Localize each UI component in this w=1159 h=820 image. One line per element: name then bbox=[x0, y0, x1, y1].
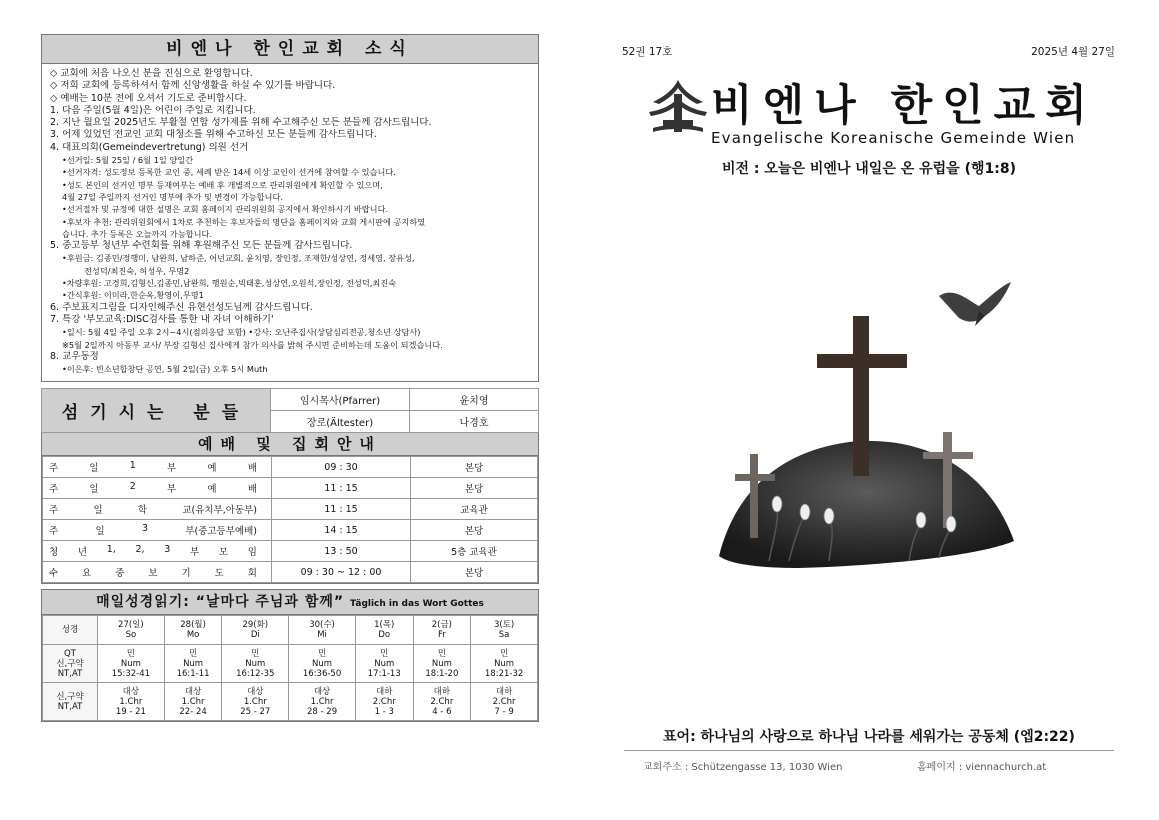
church-title-korean: 비엔나 한인교회 bbox=[711, 81, 1097, 131]
bible-reading-line: 18:1-20 bbox=[425, 668, 459, 679]
news-line: •선거절차 및 규정에 대한 설명은 교회 홈페이지 관리위원회 공지에서 확인하시기 바랍니다. bbox=[62, 204, 389, 215]
bible-day-ko: 28(월) bbox=[180, 620, 206, 631]
bible-reading-line: 17:1-13 bbox=[367, 668, 401, 679]
news-list bbox=[42, 64, 538, 381]
homepage-link[interactable]: viennachurch.at bbox=[965, 762, 1047, 773]
news-line: 5. 중고등부 청년부 수련회를 위해 후원해주신 모든 분들께 감사드립니다. bbox=[50, 240, 353, 252]
news-line: 전성덕/최진숙, 허성우, 무명2 bbox=[84, 265, 190, 276]
bible-reading-line: 민 bbox=[499, 648, 509, 659]
bible-reading-line: 16:12-35 bbox=[236, 668, 275, 679]
volume-number: 52권 17호 bbox=[622, 46, 673, 58]
bible-reading-cell bbox=[164, 683, 222, 721]
worship-name-part: 일 bbox=[95, 526, 105, 538]
worship-name-part: 부(중고등부예배) bbox=[185, 526, 257, 538]
bible-reading-cell bbox=[471, 683, 538, 721]
church-logo-icon bbox=[647, 76, 709, 138]
servant-name: 나경호 bbox=[410, 411, 539, 433]
worship-name-part: 예 bbox=[207, 484, 217, 496]
worship-section bbox=[41, 433, 539, 584]
bible-row-label bbox=[43, 683, 98, 721]
worship-name-part: 주 bbox=[49, 463, 59, 475]
bible-reading-line: 대상 bbox=[247, 686, 264, 697]
bible-day bbox=[471, 616, 538, 645]
bible-reading-cell bbox=[289, 683, 356, 721]
bible-day-ko: 1(목) bbox=[374, 620, 395, 631]
bible-day-ko: 2(금) bbox=[431, 620, 452, 631]
church-motto: 표어: 하나님의 사랑으로 하나님 나라를 세워가는 공동체 (엡2:22) bbox=[663, 729, 1075, 745]
worship-row bbox=[43, 478, 538, 499]
servant-role: 장로(Ältester) bbox=[271, 411, 410, 433]
worship-name-part: 배 bbox=[247, 463, 257, 475]
bible-reading-cell bbox=[355, 683, 413, 721]
worship-name bbox=[43, 520, 272, 541]
worship-name-part: 수 bbox=[49, 568, 59, 580]
bible-reading-row bbox=[43, 645, 538, 683]
vision-statement: 비전 : 오늘은 비엔나 내일은 온 유럽을 (행1:8) bbox=[722, 161, 1016, 177]
worship-name-part: 학 bbox=[137, 505, 148, 517]
bible-row-label-line: NT,AT bbox=[57, 701, 83, 712]
worship-name-part: 부 bbox=[190, 547, 200, 559]
bible-section bbox=[41, 589, 539, 722]
worship-time: 09 : 30 ~ 12 : 00 bbox=[272, 562, 411, 583]
bible-day bbox=[98, 616, 165, 645]
news-line: •성도 본인의 선거인 명부 등재여부는 예배 후 개별적으로 관리위원에게 확인할 수 있으며, bbox=[62, 179, 383, 190]
bible-table bbox=[42, 615, 538, 721]
worship-name-part: 교(유치부,아동부) bbox=[182, 505, 257, 517]
worship-name-part: 부 bbox=[167, 484, 177, 496]
bible-reading-line: 19 - 21 bbox=[115, 706, 146, 717]
bible-reading-line: Num bbox=[120, 658, 141, 669]
bible-reading-line: 민 bbox=[380, 648, 389, 659]
bible-reading-line: Num bbox=[183, 658, 204, 669]
bible-reading-cell bbox=[413, 645, 471, 683]
bible-reading-line: 2.Chr bbox=[430, 696, 454, 707]
news-line: 7. 특강 '부모교육:DISC검사를 통한 내 자녀 이해하기' bbox=[50, 313, 274, 325]
news-line: •이은후: 빈소년합창단 공연, 5월 2일(금) 오후 5시 Muth bbox=[62, 364, 268, 375]
bible-reading-line: 대하 bbox=[495, 686, 513, 697]
news-title: 비엔나 한인교회 소식 bbox=[42, 35, 538, 64]
bible-reading-line: Num bbox=[431, 658, 452, 669]
bible-reading-line: 대하 bbox=[376, 686, 393, 697]
bible-reading-line: 18:21-32 bbox=[484, 668, 524, 679]
bible-day-de: Fr bbox=[437, 630, 446, 641]
servant-name: 윤치영 bbox=[410, 389, 539, 411]
worship-name-part: 모 bbox=[218, 547, 229, 559]
worship-row bbox=[43, 562, 538, 583]
worship-title: 예배 및 집회안내 bbox=[42, 433, 538, 456]
homepage-label: 홈페이지 : bbox=[917, 762, 963, 773]
bible-reading-line: 16:36-50 bbox=[302, 668, 342, 679]
worship-name-part: 요 bbox=[82, 568, 92, 580]
bible-reading-line: Num bbox=[374, 658, 395, 669]
bible-day-ko: 3(토) bbox=[493, 620, 515, 631]
news-line: 2. 지난 월요일 2025년도 부활절 연합 성가제를 위해 수고해주신 모든 분들께 감사드립니다. bbox=[50, 117, 432, 129]
address bbox=[643, 758, 842, 773]
worship-name bbox=[43, 478, 272, 499]
worship-place: 본당 bbox=[411, 457, 538, 478]
news-line: •선거일: 5월 25일 / 6월 1일 양일간 bbox=[62, 155, 194, 166]
worship-name bbox=[43, 562, 272, 583]
bible-reading-cell bbox=[164, 645, 222, 683]
bible-reading-line: 대상 bbox=[122, 686, 140, 697]
bible-row-label-line: QT bbox=[64, 648, 76, 659]
bible-reading-cell bbox=[222, 683, 289, 721]
worship-name bbox=[43, 541, 272, 562]
bible-reading-line: 1.Chr bbox=[119, 696, 143, 707]
worship-name-part: 년 bbox=[77, 547, 88, 559]
bible-reading-line: Num bbox=[312, 658, 333, 669]
bible-row-label-line: 신,구약 bbox=[56, 658, 84, 669]
worship-time: 11 : 15 bbox=[272, 499, 411, 520]
worship-place: 5층 교육관 bbox=[411, 541, 538, 562]
bible-reading-line: 대상 bbox=[184, 686, 202, 697]
worship-name-part: 일 bbox=[89, 463, 99, 475]
worship-row bbox=[43, 541, 538, 562]
worship-place: 본당 bbox=[411, 562, 538, 583]
bible-reading-line: 대상 bbox=[313, 686, 331, 697]
bible-row-label-line: 신,구약 bbox=[56, 691, 84, 702]
worship-name-part: 일 bbox=[89, 484, 99, 496]
worship-name-part: 예 bbox=[207, 463, 217, 475]
worship-name-part: 1 bbox=[129, 460, 136, 472]
worship-place: 교육관 bbox=[411, 499, 538, 520]
news-line: 1. 다음 주일(5월 4일)은 어린이 주일로 지킵니다. bbox=[50, 104, 256, 116]
bible-day bbox=[413, 616, 471, 645]
news-line: 6. 주보표지그림을 디자인해주신 유현선성도님께 감사드립니다. bbox=[50, 301, 313, 313]
bible-day-de: Di bbox=[250, 630, 260, 641]
bible-day-de: Mi bbox=[317, 630, 327, 641]
news-line: •후원금: 김종민/정행미, 남완희, 남하준, 어넌교회, 윤치영, 장인정, 조재한/성상연, 정세영, 장유성, bbox=[62, 253, 415, 264]
worship-row bbox=[43, 457, 538, 478]
address-value: Schützengasse 13, 1030 Wien bbox=[691, 762, 843, 773]
worship-name-part: 일 bbox=[93, 505, 103, 517]
worship-name-part: 2, bbox=[135, 544, 145, 556]
bible-reading-cell bbox=[289, 645, 356, 683]
news-line: ◇ 저희 교회에 등록하셔서 함께 신앙생활을 하실 수 있기를 바랍니다. bbox=[50, 80, 336, 92]
worship-name-part: 도 bbox=[214, 568, 224, 580]
footer-divider bbox=[624, 750, 1114, 751]
worship-name-part: 보 bbox=[148, 568, 158, 580]
bible-reading-cell bbox=[413, 683, 471, 721]
news-line: 4. 대표의회(Gemeindevertretung) 의원 선거 bbox=[50, 141, 249, 153]
bible-reading-line: 2.Chr bbox=[372, 696, 396, 707]
bible-reading-line: Num bbox=[245, 658, 266, 669]
worship-name-part: 회 bbox=[247, 568, 257, 580]
bible-title-de: Täglich in das Wort Gottes bbox=[349, 599, 484, 610]
bible-reading-row bbox=[43, 683, 538, 721]
servants-table bbox=[41, 388, 539, 433]
worship-name-part: 주 bbox=[49, 484, 59, 496]
worship-table bbox=[42, 456, 538, 583]
news-line: ◇ 교회에 처음 나오신 분을 진심으로 환영합니다. bbox=[50, 68, 253, 79]
news-line: ◇ 예배는 10분 전에 오셔서 기도로 준비합시다. bbox=[50, 92, 247, 104]
bible-day-de: Do bbox=[378, 630, 391, 641]
bible-reading-line: 2.Chr bbox=[492, 696, 516, 707]
bible-reading-line: 4 - 6 bbox=[432, 706, 452, 717]
worship-name-part: 3 bbox=[164, 544, 171, 556]
bible-reading-line: 민 bbox=[188, 648, 198, 659]
bible-reading-cell bbox=[98, 683, 165, 721]
bible-row-label bbox=[43, 645, 98, 683]
news-line: 3. 어제 있었던 전교인 교회 대청소를 위해 수고하신 모든 분들께 감사드립니다. bbox=[50, 129, 377, 141]
bible-reading-line: 민 bbox=[126, 648, 135, 659]
worship-name-part: 배 bbox=[247, 484, 257, 496]
bible-reading-line: 민 bbox=[437, 648, 446, 659]
left-page bbox=[41, 34, 539, 722]
worship-name-part: 임 bbox=[247, 547, 257, 559]
bible-reading-line: 1.Chr bbox=[181, 696, 205, 707]
bible-day-de: So bbox=[125, 630, 137, 641]
news-line: •선거자격: 성도정보 등록한 교인 중, 세례 받은 14세 이상 교인이 선거에 참여할 수 있습니다. bbox=[62, 167, 396, 178]
cross-hill-illustration bbox=[679, 256, 1059, 626]
bible-day bbox=[355, 616, 413, 645]
servant-role: 임시목사(Pfarrer) bbox=[271, 389, 410, 411]
worship-name-part: 3 bbox=[141, 523, 149, 535]
bible-reading-line: Num bbox=[494, 658, 515, 669]
worship-name-part: 주 bbox=[49, 505, 59, 517]
news-line: ※5월 2일까지 아동부 교사/ 부장 김형신 집사에게 참가 의사를 밝혀 주시면 준비하는데 도움이 되겠습니다. bbox=[62, 339, 443, 350]
bible-reading-line: 22- 24 bbox=[179, 706, 207, 717]
bible-reading-line: 15:32-41 bbox=[111, 668, 151, 679]
worship-name-part: 주 bbox=[49, 526, 59, 538]
worship-name-part: 2 bbox=[129, 481, 136, 493]
news-line: 습니다. 추가 등록은 오늘까지 가능합니다. bbox=[62, 228, 213, 239]
bible-reading-line: 1.Chr bbox=[310, 696, 334, 707]
cover-page bbox=[619, 0, 1119, 820]
bible-reading-line: 1.Chr bbox=[243, 696, 267, 707]
news-section bbox=[41, 34, 539, 382]
bible-reading-line: 민 bbox=[317, 648, 327, 659]
servants-title: 섬기시는 분들 bbox=[42, 389, 271, 433]
bible-day-ko: 27(일) bbox=[118, 620, 144, 631]
bible-reading-cell bbox=[98, 645, 165, 683]
worship-place: 본당 bbox=[411, 478, 538, 499]
news-line: •간식후원: 이미라,한순옥,황영이,무명1 bbox=[62, 290, 204, 301]
bible-header-label: 성경 bbox=[43, 616, 98, 645]
bible-title-ko: 매일성경읽기: “날마다 주님과 함께” bbox=[96, 594, 345, 611]
worship-name bbox=[43, 457, 272, 478]
bible-day-de: Sa bbox=[498, 630, 510, 641]
church-title-german: Evangelische Koreanische Gemeinde Wien bbox=[711, 129, 1076, 147]
bible-title bbox=[42, 590, 538, 615]
homepage bbox=[917, 758, 1046, 773]
worship-time: 11 : 15 bbox=[272, 478, 411, 499]
worship-name-part: 1, bbox=[106, 544, 116, 556]
bible-reading-cell bbox=[471, 645, 538, 683]
bible-reading-line: 민 bbox=[251, 648, 260, 659]
worship-name-part: 기 bbox=[181, 568, 191, 580]
bible-day bbox=[289, 616, 356, 645]
news-line: 8. 교우동정 bbox=[50, 350, 99, 362]
bible-header-row bbox=[43, 616, 538, 645]
worship-row bbox=[43, 520, 538, 541]
bible-day-ko: 29(화) bbox=[242, 620, 269, 631]
worship-name bbox=[43, 499, 272, 520]
bible-reading-line: 7 - 9 bbox=[494, 706, 514, 717]
worship-place: 본당 bbox=[411, 520, 538, 541]
bible-reading-line: 28 - 29 bbox=[307, 706, 338, 717]
news-line: •차량후원: 고경희,김형신,김종민,남완희, 행원순,빅태훈,성상연,오원석,장인정, 전성덕,최진숙 bbox=[62, 278, 397, 289]
worship-time: 14 : 15 bbox=[272, 520, 411, 541]
bible-row-label-line: NT,AT bbox=[57, 668, 83, 679]
bible-reading-line: 1 - 3 bbox=[374, 706, 394, 717]
bible-reading-cell bbox=[355, 645, 413, 683]
news-line: •후보자 추천: 관리위원회에서 1차로 추천하는 후보자들의 명단을 홈페이지와 교회 게시판에 공지하였 bbox=[62, 216, 426, 227]
worship-time: 09 : 30 bbox=[272, 457, 411, 478]
issue-date: 2025년 4월 27일 bbox=[1031, 46, 1115, 58]
worship-name-part: 중 bbox=[115, 568, 125, 580]
worship-name-part: 부 bbox=[167, 463, 177, 475]
bible-reading-line: 16:1-11 bbox=[176, 668, 210, 679]
bible-day-de: Mo bbox=[186, 630, 200, 641]
address-label: 교회주소 : bbox=[643, 762, 689, 773]
news-line: 4월 27일 주일까지 선거인 명부에 추가 및 변경이 가능합니다. bbox=[62, 191, 283, 202]
worship-row bbox=[43, 499, 538, 520]
bible-day-ko: 30(수) bbox=[309, 620, 335, 631]
news-line: •일시: 5월 4일 주일 오후 2시~4시(점의응답 포함) •강사: 오난주집사(상담심리전공,청소년 상담사) bbox=[62, 327, 421, 338]
worship-name-part: 청 bbox=[49, 547, 59, 559]
worship-time: 13 : 50 bbox=[272, 541, 411, 562]
bible-reading-line: 25 - 27 bbox=[240, 706, 271, 717]
bible-day bbox=[164, 616, 222, 645]
bible-reading-line: 대하 bbox=[433, 686, 451, 697]
bible-reading-cell bbox=[222, 645, 289, 683]
bible-day bbox=[222, 616, 289, 645]
